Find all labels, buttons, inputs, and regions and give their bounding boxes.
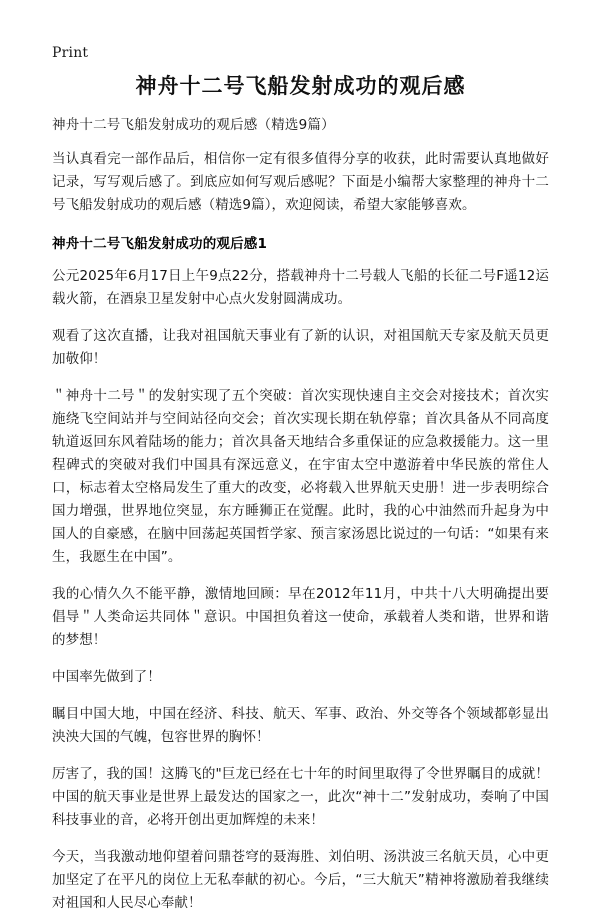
paragraph: 观看了这次直播，让我对祖国航天事业有了新的认识，对祖国航天专家及航天员更加敬仰！ xyxy=(52,328,549,367)
document-body xyxy=(52,72,549,915)
paragraph: 我的心情久久不能平静，激情地回顾：早在2012年11月，中共十八大明确提出要倡导＂人类命运共同体＂意识。中国担负着这一使命，承载着人类和谐，世界和谐的梦想！ xyxy=(52,586,549,648)
paragraph: 瞩目中国大地，中国在经济、科技、航天、军事、政治、外交等各个领域都彰显出泱泱大国的气魄，包容世界的胸怀！ xyxy=(52,706,549,745)
paragraph: 今天，当我激动地仰望着问鼎苍穹的聂海胜、刘伯明、汤洪波三名航天员，心中更加坚定了在平凡的岗位上无私奉献的初心。今后，“三大航天”精神将激励着我继续对祖国和人民尽心奉献！ xyxy=(52,849,549,911)
section-heading: 神舟十二号飞船发射成功的观后感1 xyxy=(52,236,268,252)
page-title: 神舟十二号飞船发射成功的观后感 xyxy=(135,74,466,98)
paragraph: ＂神舟十二号＂的发射实现了五个突破：首次实现快速自主交会对接技术；首次实施绕飞空间站并与空间站径向交会；首次实现长期在轨停靠；首次具备从不同高度轨道返回东风着陆场的能力；首次具备天地结合多重保证的应急救援能力。这一里程碑式的突破对我们中国具有深远意义，在宇宙太空中遨游着中华民族的常住人口，标志着太空格局发生了重大的改变，必将载入世界航天史册！进一步表明综合国力增强，世界地位突显，东方睡狮正在觉醒。此时，我的心中油然而升起身为中国人的自豪感，在脑中回荡起英国哲学家、预言家汤恩比说过的一句话：“如果有来生，我愿生在中国”。 xyxy=(52,388,549,565)
print-button[interactable]: Print xyxy=(52,45,89,61)
paragraph: 中国率先做到了！ xyxy=(52,669,161,685)
paragraph: 公元2025年6月17日上午9点22分，搭载神舟十二号载人飞船的长征二号F遥12运载火箭，在酒泉卫星发射中心点火发射圆满成功。 xyxy=(52,268,549,307)
document-subtitle: 神舟十二号飞船发射成功的观后感（精选9篇） xyxy=(52,117,335,133)
intro-paragraph: 当认真看完一部作品后，相信你一定有很多值得分享的收获，此时需要认真地做好记录，写写观后感了。到底应如何写观后感呢？下面是小编帮大家整理的神舟十二号飞船发射成功的观后感（精选9篇），欢迎阅读，希望大家能够喜欢。 xyxy=(52,151,549,213)
paragraph: 厉害了，我的国！这腾飞的"巨龙已经在七十年的时间里取得了令世界瞩目的成就！中国的航天事业是世界上最发达的国家之一，此次“神十二”发射成功，奏响了中国科技事业的音，必将开创出更加辉煌的未来！ xyxy=(52,766,549,828)
